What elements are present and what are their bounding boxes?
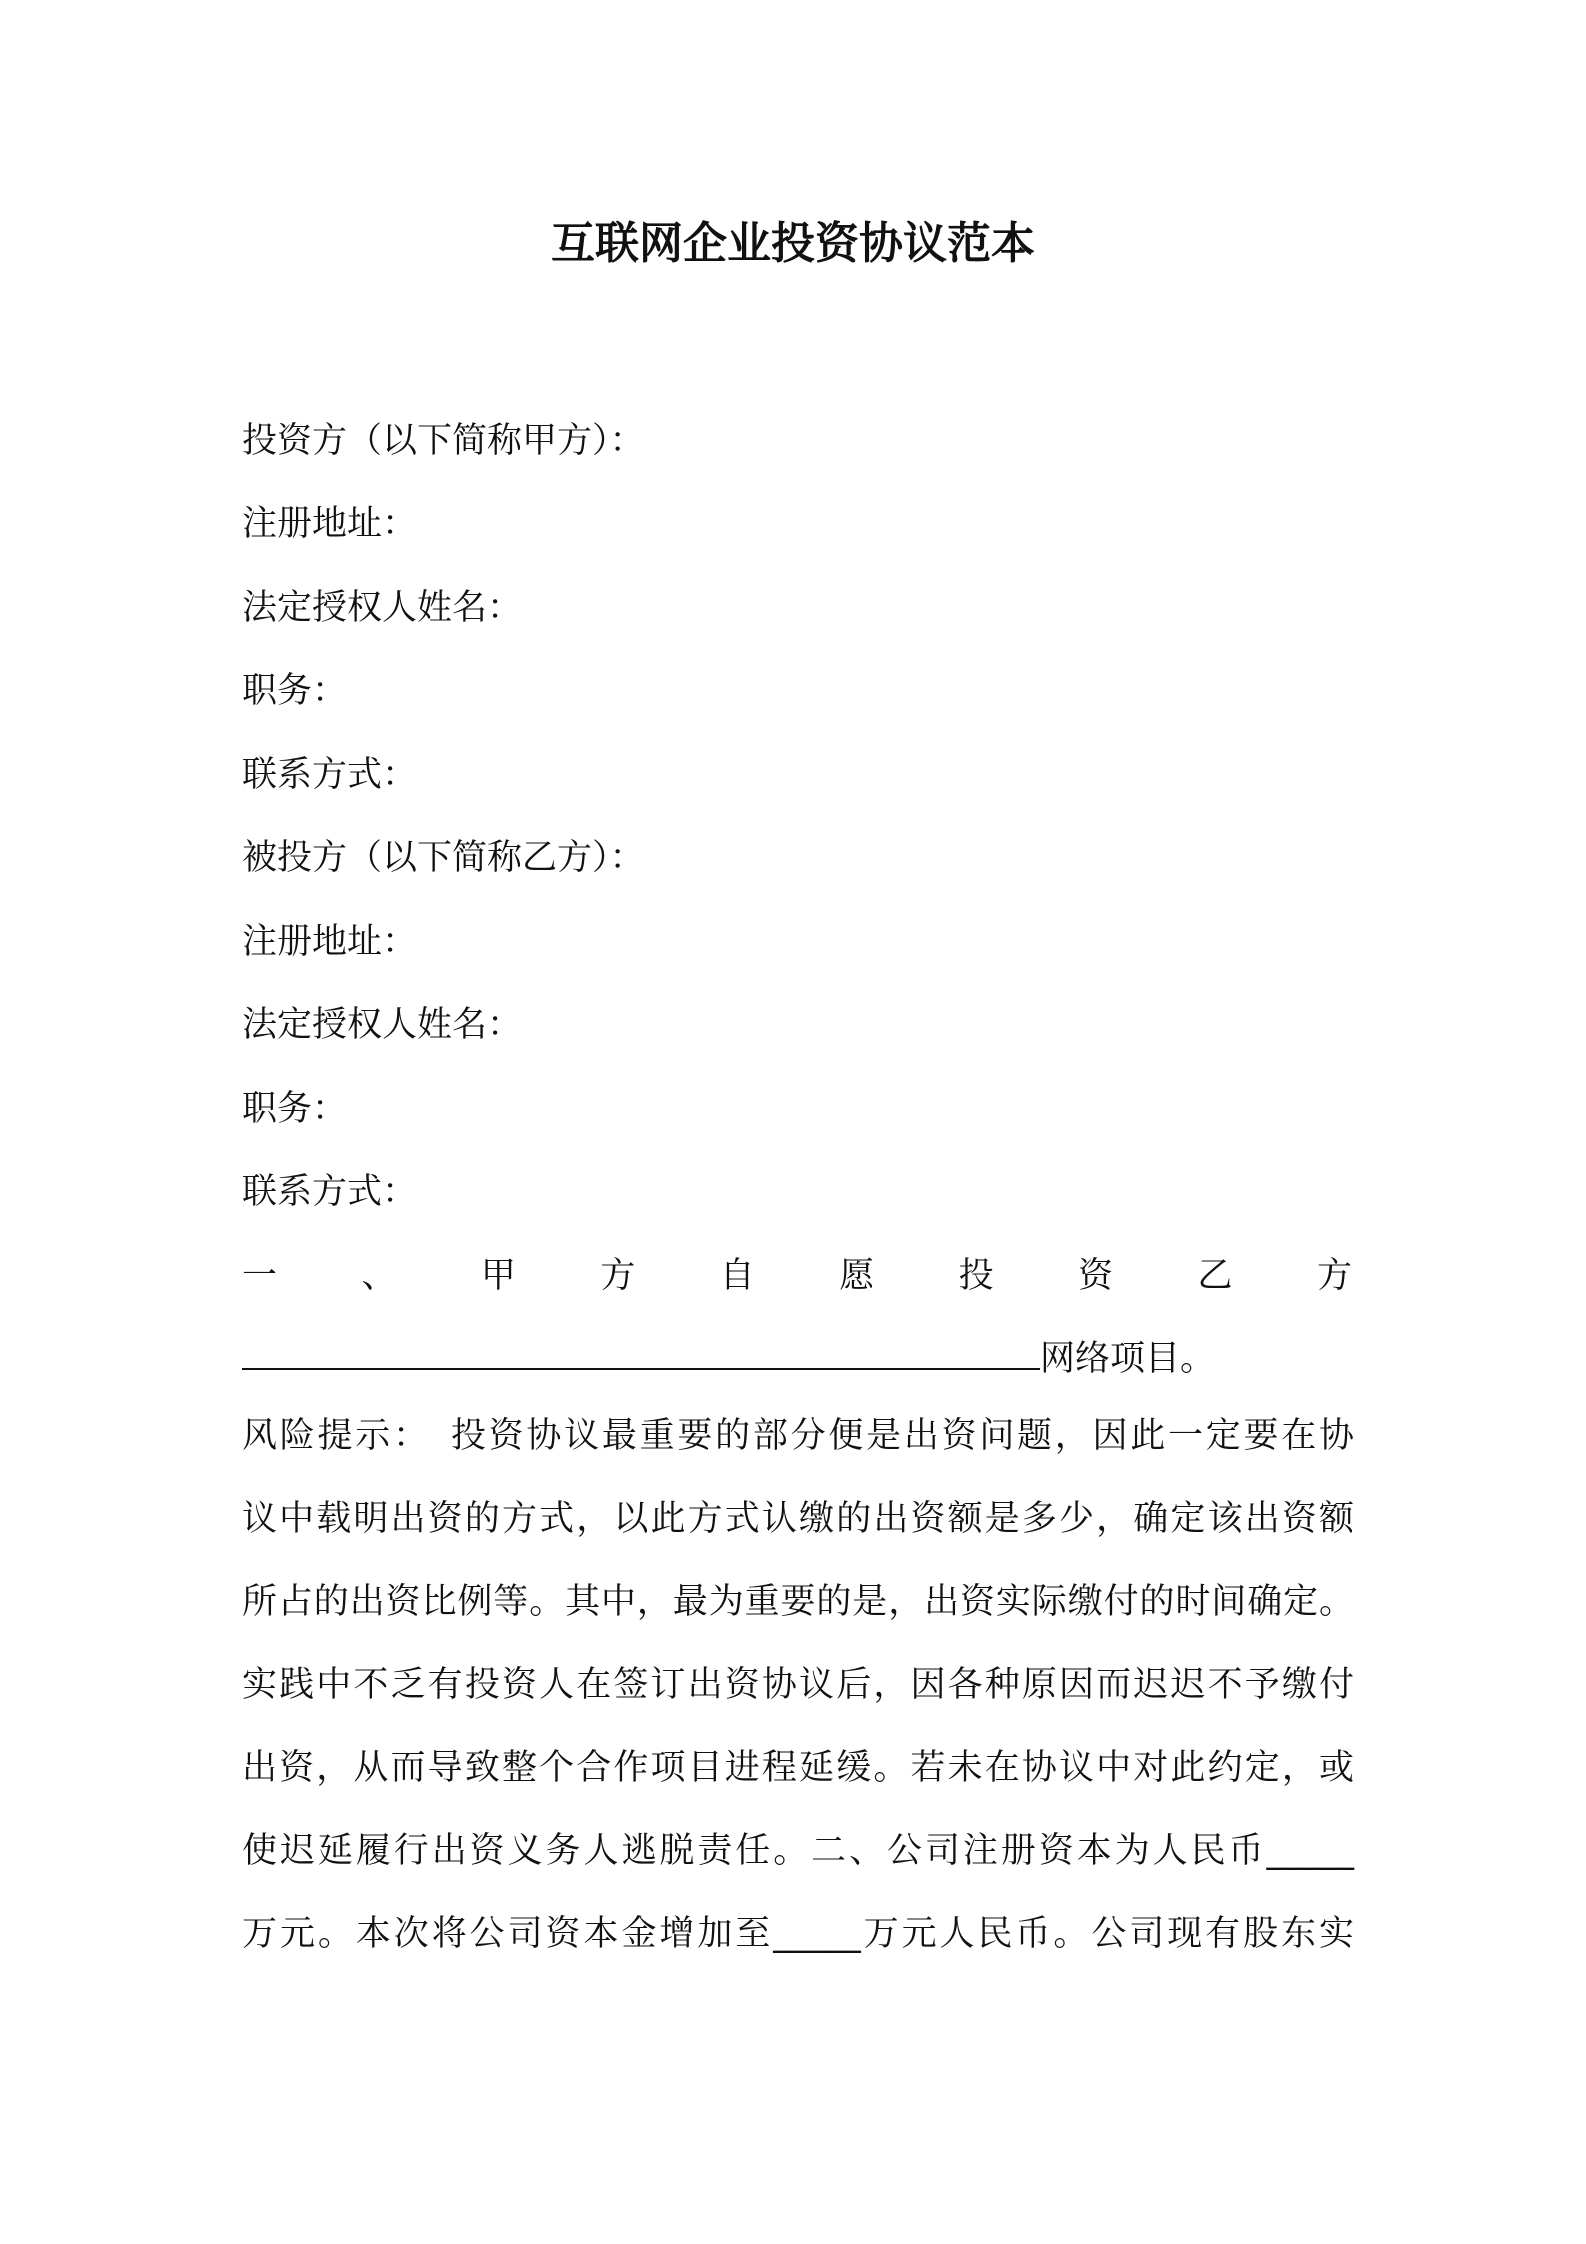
party-a-address-label: 注册地址： xyxy=(242,504,418,544)
clause-1-tail: 网络项目。 xyxy=(1040,1339,1216,1379)
clause-1-char: 投 xyxy=(958,1256,994,1296)
party-b-contact-label: 联系方式： xyxy=(242,1172,418,1212)
clause-1-line xyxy=(242,1246,1352,1306)
risk-paragraph-line: 所占的出资比例等。其中，最为重要的是，出资实际缴付的时间确定。 xyxy=(242,1582,1354,1622)
party-b-rep-name-label: 法定授权人姓名： xyxy=(242,1005,523,1045)
party-b-heading: 被投方（以下简称乙方）： xyxy=(242,838,645,878)
clause-1-char: 甲 xyxy=(480,1256,516,1296)
party-a-heading: 投资方（以下简称甲方）： xyxy=(242,421,645,461)
clause-1-char: 资 xyxy=(1078,1256,1114,1296)
party-a-position-label: 职务： xyxy=(242,671,348,711)
clause-1-char: 愿 xyxy=(839,1256,875,1296)
document-title: 互联网企业投资协议范本 xyxy=(551,218,1035,269)
risk-paragraph-line: 万元。本次将公司资本金增加至_____万元人民币。公司现有股东实 xyxy=(242,1914,1354,1954)
party-a-rep-name-label: 法定授权人姓名： xyxy=(242,588,523,628)
risk-paragraph-line: 风险提示： 投资协议最重要的部分便是出资问题，因此一定要在协 xyxy=(242,1416,1354,1456)
risk-paragraph xyxy=(242,1395,1354,1976)
party-b-position-label: 职务： xyxy=(242,1089,348,1129)
risk-paragraph-line: 实践中不乏有投资人在签订出资协议后，因各种原因而迟迟不予缴付 xyxy=(242,1665,1354,1705)
clause-1-blank-line xyxy=(242,1329,1215,1389)
clause-1-char: 方 xyxy=(600,1256,636,1296)
fill-in-blank xyxy=(242,1332,1040,1370)
party-a-contact-label: 联系方式： xyxy=(242,755,418,795)
clause-1-char: 乙 xyxy=(1197,1256,1233,1296)
risk-paragraph-line: 议中载明出资的方式，以此方式认缴的出资额是多少，确定该出资额 xyxy=(242,1499,1354,1539)
party-b-address-label: 注册地址： xyxy=(242,922,418,962)
clause-1-char: 方 xyxy=(1316,1256,1352,1296)
risk-paragraph-line: 出资，从而导致整个合作项目进程延缓。若未在协议中对此约定，或 xyxy=(242,1748,1354,1788)
risk-paragraph-line: 使迟延履行出资义务人逃脱责任。二、公司注册资本为人民币_____ xyxy=(242,1831,1354,1871)
clause-1-char: 一 xyxy=(242,1256,278,1296)
clause-1-char: 、 xyxy=(361,1256,397,1296)
clause-1-char: 自 xyxy=(719,1256,755,1296)
